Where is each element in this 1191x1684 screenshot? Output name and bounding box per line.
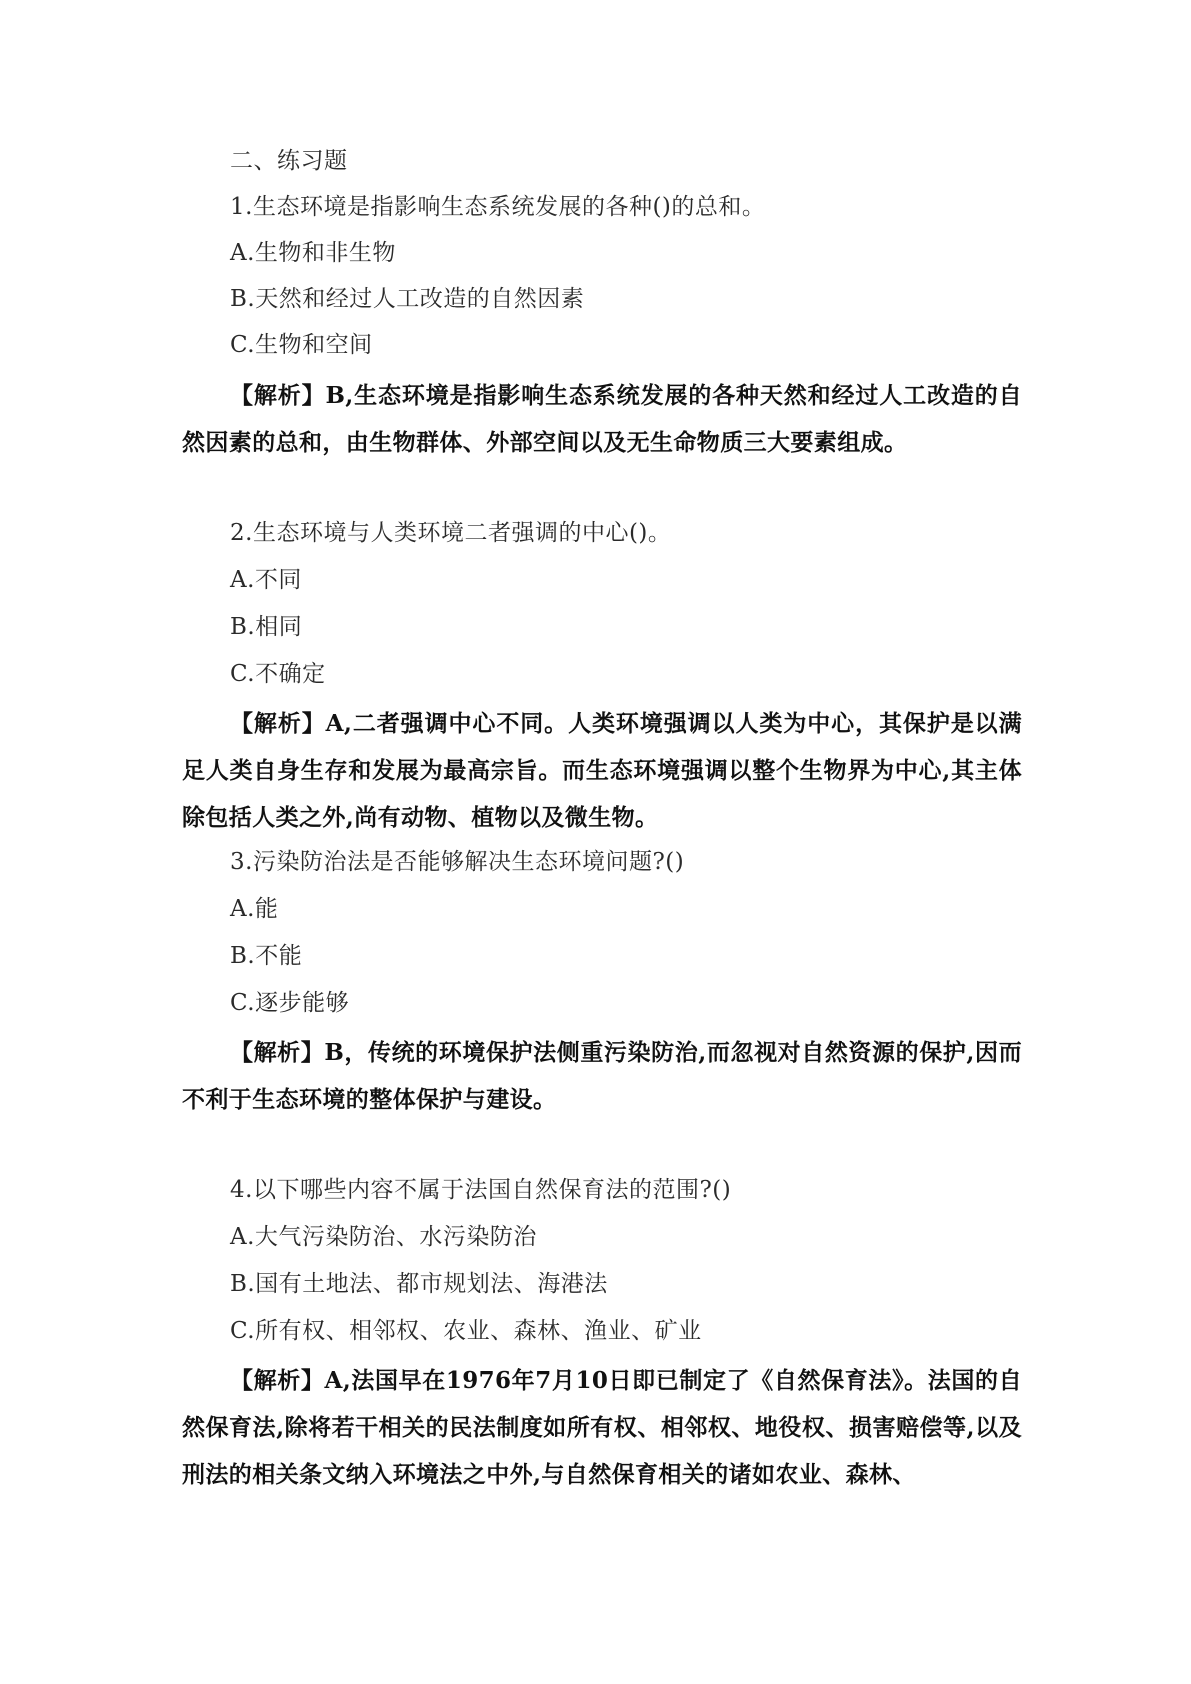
question-1-option-b: B.天然和经过人工改造的自然因素 [230, 286, 585, 312]
question-1-option-c: C.生物和空间 [230, 332, 373, 358]
question-3-analysis: 【解析】B，传统的环境保护法侧重污染防治,而忽视对自然资源的保护,因而不利于生态环境的整体保护与建设。 [182, 1039, 1022, 1113]
question-3-option-b: B.不能 [230, 943, 303, 969]
section-title: 二、练习题 [230, 148, 348, 174]
question-2-stem: 2.生态环境与人类环境二者强调的中心()。 [230, 520, 672, 546]
question-4-option-c: C.所有权、相邻权、农业、森林、渔业、矿业 [230, 1318, 702, 1344]
question-3-option-c: C.逐步能够 [230, 990, 350, 1016]
question-1-stem: 1.生态环境是指影响生态系统发展的各种()的总和。 [230, 194, 766, 220]
question-2-option-b: B.相同 [230, 614, 303, 640]
question-3-option-a: A.能 [230, 896, 279, 922]
question-2-analysis: 【解析】A,二者强调中心不同。人类环境强调以人类为中心，其保护是以满足人类自身生存和发展为最高宗旨。而生态环境强调以整个生物界为中心,其主体除包括人类之外,尚有动物、植物以及微生物。 [182, 710, 1022, 831]
question-4-option-a: A.大气污染防治、水污染防治 [230, 1224, 537, 1250]
question-4-option-b: B.国有土地法、都市规划法、海港法 [230, 1271, 608, 1297]
question-3-stem: 3.污染防治法是否能够解决生态环境问题?() [230, 849, 685, 875]
question-1-option-a: A.生物和非生物 [230, 240, 396, 266]
question-2-option-c: C.不确定 [230, 661, 326, 687]
question-1-analysis: 【解析】B,生态环境是指影响生态系统发展的各种天然和经过人工改造的自然因素的总和，由生物群体、外部空间以及无生命物质三大要素组成。 [182, 382, 1022, 456]
question-4-analysis: 【解析】A,法国早在1976年7月10日即已制定了《自然保育法》。法国的自然保育法,除将若干相关的民法制度如所有权、相邻权、地役权、损害赔偿等,以及刑法的相关条文纳入环境法之中外,与自然保育相关的诸如农业、森林、 [182, 1367, 1022, 1488]
question-2-option-a: A.不同 [230, 567, 302, 593]
question-4-stem: 4.以下哪些内容不属于法国自然保育法的范围?() [230, 1177, 732, 1203]
